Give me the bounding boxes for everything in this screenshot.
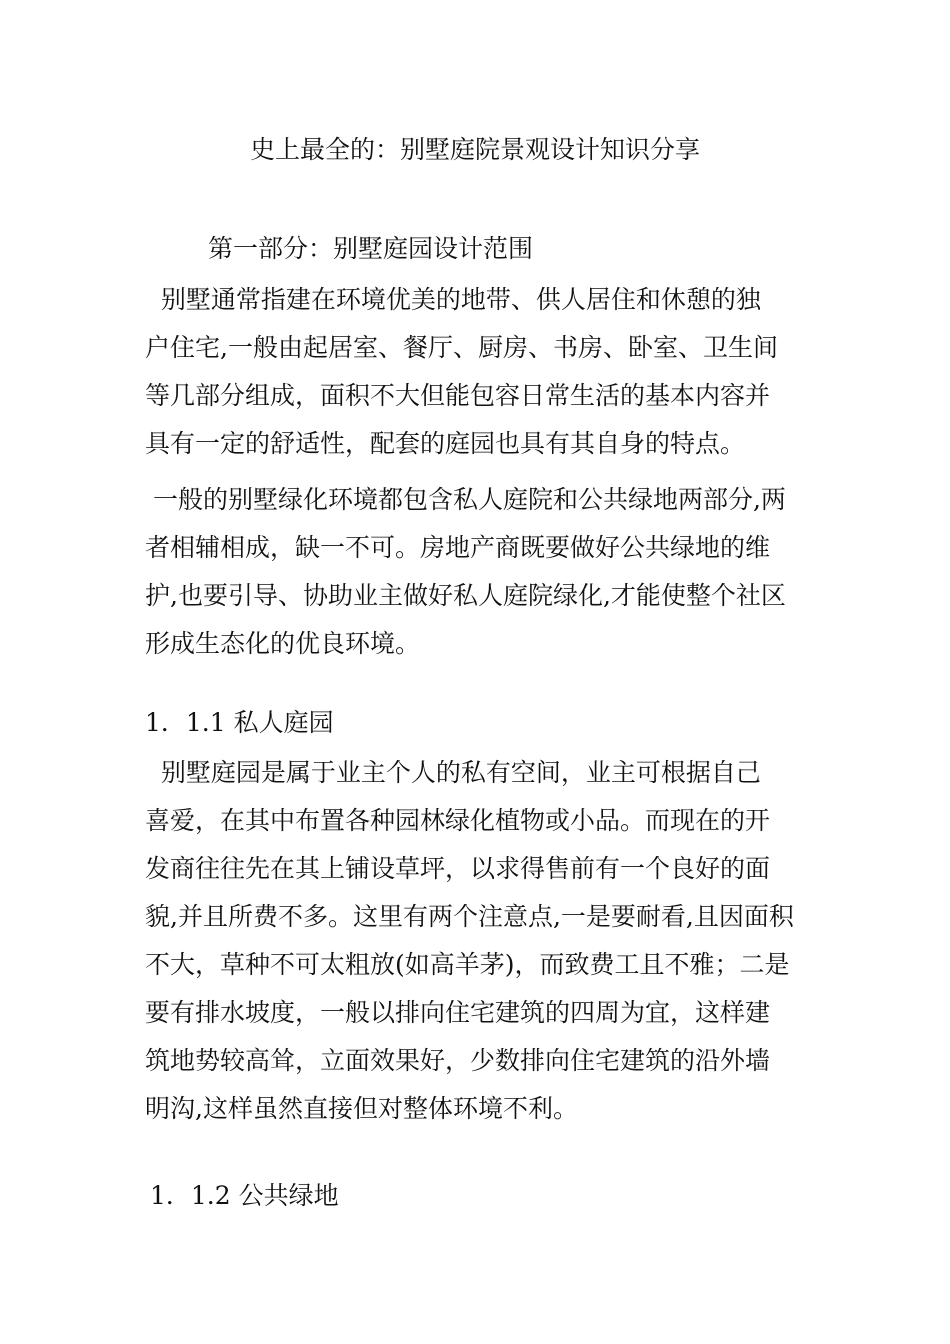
paragraph-line: 者相辅相成，缺一不可。房地产商既要做好公共绿地的维 [145,533,771,562]
paragraph-line: 等几部分组成，面积不大但能包容日常生活的基本内容并 [145,381,771,410]
subsection-heading-2: 1．1.2 公共绿地 [150,1181,339,1210]
paragraph-line: 具有一定的舒适性，配套的庭园也具有其自身的特点。 [145,429,746,458]
paragraph-line: 一般的别墅绿化环境都包含私人庭院和公共绿地两部分,两 [145,485,786,514]
paragraph-line: 发商往往先在其上铺设草坪，以求得售前有一个良好的面 [145,854,771,883]
paragraph-line: 别墅通常指建在环境优美的地带、供人居住和休憩的独 [145,285,761,314]
paragraph-line: 貌,并且所费不多。这里有两个注意点,一是要耐看,且因面积 [145,902,794,931]
paragraph-line: 不大，草种不可太粗放(如高羊茅)，而致费工且不雅；二是 [145,950,790,979]
paragraph-line: 要有排水坡度，一般以排向住宅建筑的四周为宜，这样建 [145,998,771,1027]
subsection-heading-1: 1．1.1 私人庭园 [145,708,334,737]
paragraph-line: 喜爱，在其中布置各种园林绿化植物或小品。而现在的开 [145,806,771,835]
paragraph-3 [145,749,815,1133]
paragraph-line: 形成生态化的优良环境。 [145,629,421,658]
paragraph-1 [145,276,815,468]
paragraph-line: 明沟,这样虽然直接但对整体环境不利。 [145,1094,578,1123]
paragraph-line: 筑地势较高耸，立面效果好，少数排向住宅建筑的沿外墙 [145,1046,771,1075]
paragraph-line: 别墅庭园是属于业主个人的私有空间，业主可根据自己 [145,758,761,787]
document-title: 史上最全的：别墅庭院景观设计知识分享 [249,135,700,164]
paragraph-line: 户住宅,一般由起居室、餐厅、厨房、书房、卧室、卫生间 [145,333,778,362]
section-heading-1: 第一部分：别墅庭园设计范围 [208,234,534,263]
paragraph-2 [145,476,815,668]
paragraph-line: 护,也要引导、协助业主做好私人庭院绿化,才能使整个社区 [145,581,786,610]
